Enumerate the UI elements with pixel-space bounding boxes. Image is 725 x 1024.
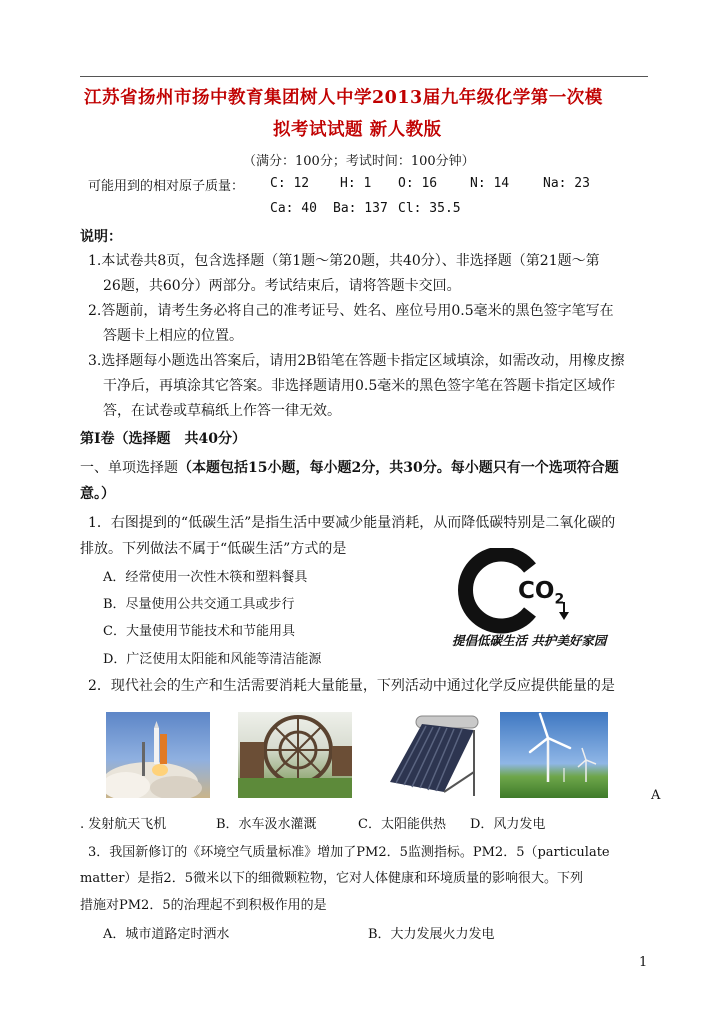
score-time-note: （满分：100分；考试时间：100分钟） [243,154,475,169]
solar-heater-photo [378,712,484,798]
q3-stem-line1: 3．我国新修订的《环境空气质量标准》增加了PM2．5监测指标。PM2．5（particulate [88,845,610,860]
q3-option-a: A．城市道路定时洒水 [103,927,230,942]
page-title-line1: 江苏省扬州市扬中教育集团树人中学2013届九年级化学第一次模 [84,88,603,108]
mass-ba: Ba: 137 [333,201,388,216]
q2-stem: 2．现代社会的生产和生活需要消耗大量能量，下列活动中通过化学反应提供能量的是 [88,678,615,694]
mass-c: C: 12 [270,176,310,191]
mass-na: Na: 23 [543,176,590,191]
q2-option-a: . 发射航天飞机 [80,817,167,832]
section1-heading: 第Ⅰ卷（选择题 共40分） [80,431,247,447]
instruction-3-line3: 答，在试卷或草稿纸上作答一律无效。 [103,403,341,419]
logo-slogan: 提倡低碳生活 共护美好家园 [452,633,607,648]
wind-turbine-graphic [500,712,608,798]
q1-stem-line1: 1．右图提到的“低碳生活”是指生活中要减少能量消耗，从而降低碳特别是二氧化碳的 [88,515,616,531]
co2-label [518,578,564,608]
q3-option-b: B．大力发展火力发电 [368,927,495,942]
instruction-1-line2: 26题，共60分）两部分。考试结束后，请将答题卡交回。 [103,278,461,294]
atomic-mass-label: 可能用到的相对原子质量： [88,179,245,194]
part1-intro-rule: （本题包括15小题，每小题2分，共30分。每小题只有一个选项符合题 [178,460,619,476]
q3-stem-line2: matter）是指2．5微米以下的细微颗粒物，它对人体健康和环境质量的影响很大。下列 [80,871,583,886]
instruction-2-line2: 答题卡上相应的位置。 [103,328,243,344]
low-carbon-logo [448,548,626,652]
q1-option-b: B．尽量使用公共交通工具或步行 [103,597,295,612]
mass-h: H: 1 [340,176,372,191]
instructions-heading: 说明： [80,229,122,245]
mass-ca: Ca: 40 [270,201,317,216]
mass-n: N: 14 [470,176,510,191]
part1-intro-prefix: 一、单项选择题 [80,460,178,476]
waterwheel-graphic [238,712,352,798]
instruction-3-line2: 干净后，再填涂其它答案。非选择题请用0.5毫米的黑色签字笔在答题卡指定区域作 [103,378,616,394]
shuttle-launch-graphic [106,712,210,798]
instruction-2-line1: 2.答题前，请考生务必将自己的准考证号、姓名、座位号用0.5毫米的黑色签字笔写在 [88,303,614,319]
part1-intro-line2: 意。） [80,486,115,502]
co2-subscript: 2 [554,591,565,608]
part1-intro [80,457,619,477]
q1-option-d: D．广泛使用太阳能和风能等清洁能源 [103,652,322,667]
wind-turbine-photo [500,712,608,798]
shuttle-launch-photo [106,712,210,798]
instruction-1-line1: 1.本试卷共8页，包含选择题（第1题～第20题，共40分）、非选择题（第21题～第 [88,253,600,269]
q3-stem-line3: 措施对PM2．5的治理起不到积极作用的是 [80,898,327,913]
q1-option-c: C．大量使用节能技术和节能用具 [103,624,295,639]
q2-option-b: B．水车汲水灌溉 [216,817,317,832]
co2-text: CO [518,578,555,604]
q2-option-d: D．风力发电 [470,817,546,832]
q2-option-c: C．太阳能供热 [358,817,446,832]
header-rule [80,76,648,77]
mass-cl: Cl: 35.5 [398,201,461,216]
page-title-line2: 拟考试试题 新人教版 [273,120,442,140]
mass-o: O: 16 [398,176,438,191]
q2-stray-a: A [651,788,661,803]
q1-option-a: A．经常使用一次性木筷和塑料餐具 [103,570,308,585]
solar-heater-graphic [378,712,484,798]
waterwheel-photo [238,712,352,798]
instruction-3-line1: 3.选择题每小题选出答案后，请用2B铅笔在答题卡指定区域填涂，如需改动，用橡皮擦 [88,353,625,369]
page-number: 1 [639,955,648,970]
q1-stem-line2: 排放。下列做法不属于“低碳生活”方式的是 [80,541,347,557]
